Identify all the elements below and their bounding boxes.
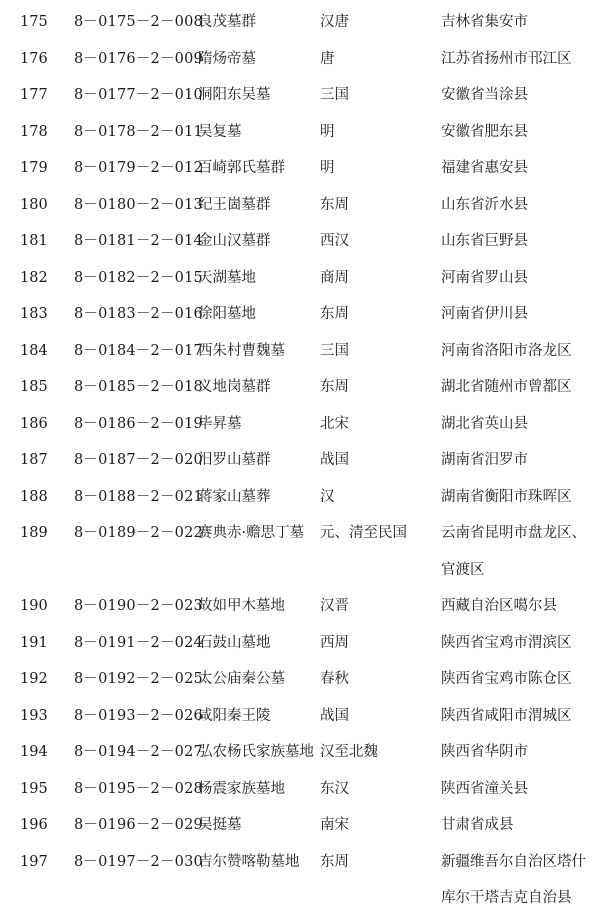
table-row <box>0 844 600 917</box>
table-row <box>0 187 600 224</box>
site-code: 8－0185－2－018 <box>74 379 203 395</box>
site-code: 8－0194－2－027 <box>74 744 203 760</box>
site-era: 战国 <box>320 707 349 724</box>
row-number: 182 <box>20 269 48 286</box>
site-code: 8－0178－2－011 <box>74 123 203 140</box>
site-name: 西朱村曹魏墓 <box>198 342 285 359</box>
site-code: 8－0179－2－012 <box>74 160 203 176</box>
site-era: 汉晋 <box>320 598 349 614</box>
site-location: 湖南省汨罗市 <box>441 452 528 468</box>
table-row <box>0 442 600 479</box>
site-era: 东汉 <box>320 780 349 797</box>
site-location: 河南省洛阳市洛龙区 <box>441 342 572 359</box>
site-era: 战国 <box>320 452 349 468</box>
site-code: 8－0177－2－010 <box>74 87 203 103</box>
row-number: 193 <box>20 707 48 724</box>
site-location: 云南省昆明市盘龙区、官渡区 <box>441 525 586 578</box>
table-row <box>0 661 600 698</box>
site-location: 湖北省英山县 <box>441 415 528 432</box>
site-code: 8－0195－2－028 <box>74 780 203 797</box>
site-name: 良茂墓群 <box>198 14 256 30</box>
site-location: 新疆维吾尔自治区塔什库尔干塔吉克自治县 <box>441 853 586 906</box>
site-name: 吉尔赞喀勒墓地 <box>198 853 300 870</box>
site-name: 咸阳秦王陵 <box>198 707 271 724</box>
table-row <box>0 588 600 625</box>
site-name: 徐阳墓地 <box>198 306 256 322</box>
table-row <box>0 41 600 78</box>
table-row <box>0 406 600 443</box>
site-name: 太公庙秦公墓 <box>198 671 285 687</box>
site-name: 纪王崮墓群 <box>198 196 271 213</box>
site-location: 安徽省肥东县 <box>441 123 528 140</box>
table-row <box>0 296 600 333</box>
site-name: 吴复墓 <box>198 123 242 140</box>
site-era: 商周 <box>320 269 349 286</box>
row-number: 189 <box>20 525 48 541</box>
site-location: 甘肃省成县 <box>441 817 514 833</box>
table-row <box>0 4 600 41</box>
row-number: 191 <box>20 634 48 651</box>
site-code: 8－0187－2－020 <box>74 452 203 468</box>
site-era: 东周 <box>320 853 349 870</box>
table-row <box>0 150 600 187</box>
site-code: 8－0197－2－030 <box>74 853 203 870</box>
site-name: 百崎郭氏墓群 <box>198 160 285 176</box>
site-location: 山东省巨野县 <box>441 233 528 249</box>
site-era: 三国 <box>320 87 349 103</box>
site-location: 湖北省随州市曾都区 <box>441 379 572 395</box>
site-code: 8－0182－2－015 <box>74 269 203 286</box>
row-number: 180 <box>20 196 48 213</box>
row-number: 175 <box>20 14 48 30</box>
site-location: 陕西省宝鸡市陈仓区 <box>441 671 572 687</box>
site-name: 故如甲木墓地 <box>198 598 285 614</box>
site-location: 陕西省潼关县 <box>441 780 528 797</box>
row-number: 184 <box>20 342 48 359</box>
row-number: 190 <box>20 598 48 614</box>
row-number: 192 <box>20 671 48 687</box>
site-location: 陕西省咸阳市渭城区 <box>441 707 572 724</box>
row-number: 178 <box>20 123 48 140</box>
site-code: 8－0176－2－009 <box>74 50 203 67</box>
site-code: 8－0191－2－024 <box>74 634 203 651</box>
row-number: 188 <box>20 488 48 505</box>
site-code: 8－0183－2－016 <box>74 306 203 322</box>
heritage-table <box>0 4 600 917</box>
site-code: 8－0192－2－025 <box>74 671 203 687</box>
row-number: 187 <box>20 452 48 468</box>
row-number: 197 <box>20 853 48 870</box>
row-number: 183 <box>20 306 48 322</box>
site-name: 隋炀帝墓 <box>198 50 256 67</box>
site-era: 元、清至民国 <box>320 525 407 541</box>
table-row <box>0 114 600 151</box>
site-era: 汉至北魏 <box>320 744 378 760</box>
site-name: 天湖墓地 <box>198 269 256 286</box>
site-name: 洞阳东吴墓 <box>198 87 271 103</box>
table-row <box>0 625 600 662</box>
row-number: 185 <box>20 379 48 395</box>
site-era: 北宋 <box>320 415 349 432</box>
table-row <box>0 771 600 808</box>
site-era: 明 <box>320 160 335 176</box>
table-row <box>0 77 600 114</box>
site-code: 8－0189－2－022 <box>74 525 203 541</box>
row-number: 196 <box>20 817 48 833</box>
site-location: 河南省伊川县 <box>441 306 528 322</box>
site-code: 8－0184－2－017 <box>74 342 203 359</box>
site-location: 安徽省当涂县 <box>441 87 528 103</box>
row-number: 176 <box>20 50 48 67</box>
site-name: 赛典赤·赡思丁墓 <box>198 525 305 541</box>
site-location: 江苏省扬州市邗江区 <box>441 50 572 67</box>
table-row <box>0 807 600 844</box>
site-era: 三国 <box>320 342 349 359</box>
row-number: 194 <box>20 744 48 760</box>
site-name: 毕昇墓 <box>198 415 242 432</box>
row-number: 195 <box>20 780 48 797</box>
site-name: 吴挺墓 <box>198 817 242 833</box>
row-number: 181 <box>20 233 48 249</box>
site-location: 吉林省集安市 <box>441 14 528 30</box>
site-name: 汨罗山墓群 <box>198 452 271 468</box>
table-row <box>0 698 600 735</box>
site-name: 蒋家山墓葬 <box>198 488 271 505</box>
site-location: 湖南省衡阳市珠晖区 <box>441 488 572 505</box>
site-name: 金山汉墓群 <box>198 233 271 249</box>
row-number: 177 <box>20 87 48 103</box>
table-row <box>0 479 600 516</box>
site-location: 河南省罗山县 <box>441 269 528 286</box>
site-code: 8－0193－2－026 <box>74 707 203 724</box>
site-era: 春秋 <box>320 671 349 687</box>
table-row <box>0 260 600 297</box>
row-number: 186 <box>20 415 48 432</box>
site-location: 陕西省宝鸡市渭滨区 <box>441 634 572 651</box>
site-code: 8－0180－2－013 <box>74 196 203 213</box>
site-era: 东周 <box>320 196 349 213</box>
row-number: 179 <box>20 160 48 176</box>
site-code: 8－0175－2－008 <box>74 14 203 30</box>
site-code: 8－0196－2－029 <box>74 817 203 833</box>
table-row <box>0 223 600 260</box>
site-code: 8－0181－2－014 <box>74 233 203 249</box>
site-location: 陕西省华阴市 <box>441 744 528 760</box>
site-code: 8－0190－2－023 <box>74 598 203 614</box>
site-era: 西周 <box>320 634 349 651</box>
site-era: 汉唐 <box>320 14 349 30</box>
site-name: 杨震家族墓地 <box>198 780 285 797</box>
site-code: 8－0186－2－019 <box>74 415 203 432</box>
site-name: 石鼓山墓地 <box>198 634 271 651</box>
table-row <box>0 333 600 370</box>
site-era: 西汉 <box>320 233 349 249</box>
site-location: 福建省惠安县 <box>441 160 528 176</box>
site-era: 东周 <box>320 306 349 322</box>
site-era: 唐 <box>320 50 335 67</box>
site-name: 弘农杨氏家族墓地 <box>198 744 314 760</box>
site-era: 明 <box>320 123 335 140</box>
site-code: 8－0188－2－021 <box>74 488 203 505</box>
site-era: 南宋 <box>320 817 349 833</box>
site-era: 汉 <box>320 488 335 505</box>
site-location: 山东省沂水县 <box>441 196 528 213</box>
table-row <box>0 515 600 588</box>
site-era: 东周 <box>320 379 349 395</box>
site-name: 义地岗墓群 <box>198 379 271 395</box>
table-row <box>0 734 600 771</box>
site-location: 西藏自治区噶尔县 <box>441 598 557 614</box>
table-row <box>0 369 600 406</box>
